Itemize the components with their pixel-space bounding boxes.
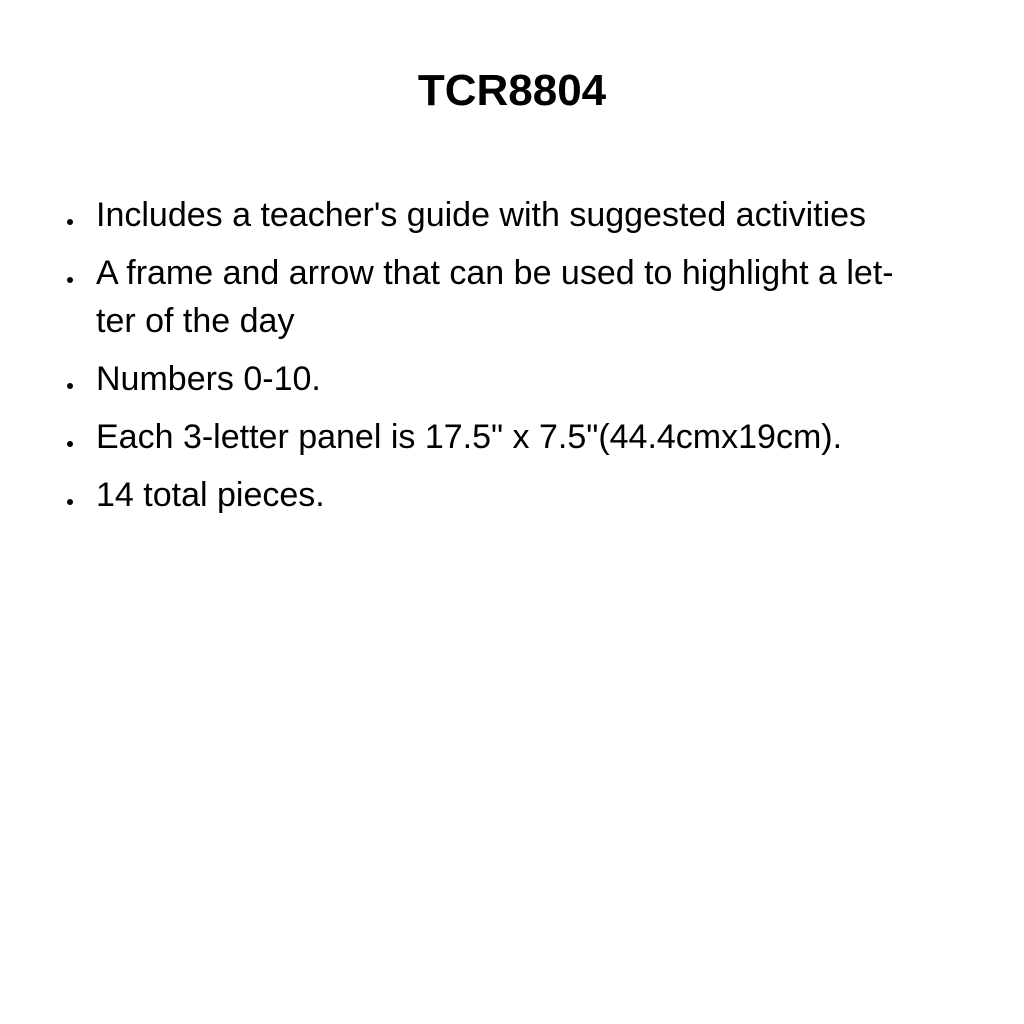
bullet-icon [67,219,73,225]
list-item [96,191,976,239]
bullet-icon [67,499,73,505]
list-item-text: Includes a teacher's guide with suggested activities [96,196,867,234]
feature-list [96,191,976,529]
list-item-text: Each 3-letter panel is 17.5" x 7.5"(44.4cmx19cm). [96,418,843,456]
list-item-text-continued: ter of the day [96,302,295,340]
bullet-icon [67,441,73,447]
list-item [96,355,976,403]
list-item [96,413,976,461]
list-item-text: Numbers 0-10. [96,360,321,398]
bullet-icon [67,383,73,389]
page-title: TCR8804 [417,66,607,115]
list-item-text: 14 total pieces. [96,476,325,514]
list-item [96,471,976,519]
bullet-icon [67,277,73,283]
list-item [96,249,976,345]
list-item-text: A frame and arrow that can be used to highlight a let- [96,254,894,292]
